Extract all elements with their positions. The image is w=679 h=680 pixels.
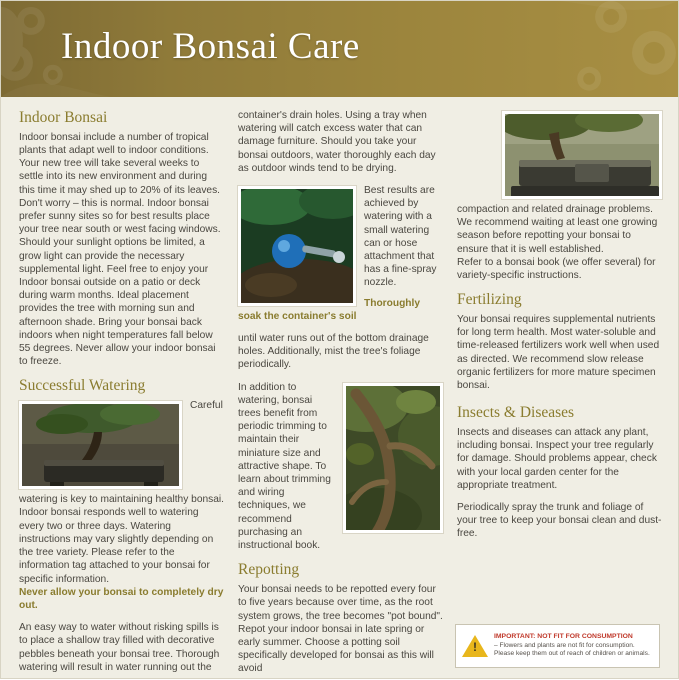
paragraph-watering-2: An easy way to water without risking spills is to place a shallow tray filled with decorative pebbles beneath your bonsai tree. Thorough watering will result in water running out the [19, 622, 220, 673]
warning-body: – Flowers and plants are not fit for consumption. Please keep them out of reach of children or animals. [494, 641, 650, 658]
paragraph-insects-2: Periodically spray the trunk and foliage of your tree to keep your bonsai clean and dust-free. [457, 502, 662, 540]
heading-fertilizing: Fertilizing [457, 291, 522, 309]
paragraph-fine-spray: Best results are achieved by watering with a small watering can or hose attachment that has a fine-spray nozzle. [364, 185, 437, 289]
heading-repotting: Repotting [238, 561, 300, 579]
bonsai-tray-photo [502, 111, 662, 199]
paragraph-indoor-bonsai: Indoor bonsai include a number of tropical plants that adapt well to indoor conditions. Your new tree will take several weeks to settle into its new environment and during this time it may shed up to 20% of its leaves. Don't worry – this is normal. Indoor bonsai prefer sunny sites so for best results place your tree near south or west facing windows. Should your sunlight options be limited, a grow light can provide the necessary supplemental light. Feel free to enjoy your Indoor bonsai outside on a patio or deck during warm months. Ideal placement provides the tree with morning sun and afternoon shade. Bring your bonsai back indoors when night temperatures fall below 55 degrees. Never allow your indoor bonsai to freeze. [19, 131, 221, 368]
page-header [1, 1, 678, 97]
warning-triangle-icon: ! [462, 635, 488, 658]
page-title: Indoor Bonsai Care [61, 26, 360, 67]
warning-subtitle: NOT FIT FOR CONSUMPTION [537, 633, 633, 641]
column-left [19, 109, 224, 672]
emphasis-soak-soil: Thoroughly soak the container's soil [238, 297, 421, 322]
heading-successful-watering: Successful Watering [19, 377, 146, 395]
heading-indoor-bonsai: Indoor Bonsai [19, 109, 108, 126]
bonsai-branch-illustration [346, 386, 443, 533]
watering-can-illustration [241, 189, 356, 306]
paragraph-fertilizing: Your bonsai requires supplemental nutrients for long term health. Most water-soluble and time-released fertilizers work well when used as directed. We recommend slow release organic fertilizers for more mature specimen bonsai. [457, 314, 660, 392]
warning-box [455, 624, 660, 668]
emphasis-never-dry-out: Never allow your bonsai to completely dry out. [19, 586, 224, 611]
warning-text [494, 633, 653, 658]
bonsai-in-pot-illustration [22, 404, 182, 489]
bonsai-in-pot-photo [19, 401, 182, 489]
content-area [1, 97, 679, 680]
paragraph-until-runs-out: until water runs out of the bottom drainage holes. Additionally, mist the tree's foliage periodically. [238, 333, 429, 371]
paragraph-insects-1: Insects and diseases can attack any plant, including bonsai. Inspect your tree regularly for damage. Should problems appear, check with your local garden center for the appropriate treatment. [457, 427, 657, 491]
paragraph-drain-holes: container's drain holes. Using a tray when watering will catch excess water that can damage furniture. Should you take your bonsai outdoors, water thoroughly each day as outdoor winds tend to be drying. [238, 110, 436, 174]
bonsai-branch-photo [343, 383, 443, 533]
paragraph-compaction: compaction and related drainage problems. We recommend waiting at least one growing season before repotting your bonsai to ensure that it is well established. [457, 204, 658, 255]
column-right [457, 109, 662, 672]
warning-title: IMPORTANT: [494, 633, 536, 641]
paragraph-trimming: In addition to watering, bonsai trees benefit from periodic trimming to maintain their miniature size and attractive shape. To learn about trimming and wiring techniques, we recommend purchasing an instructional book. [238, 381, 331, 552]
paragraph-watering-1: Careful watering is key to maintaining healthy bonsai. Indoor bonsai responds well to watering every two or three days. Watering instructions may vary slightly depending on the tree variety. Please refer to the information tag attached to your bonsai for specific information. [19, 400, 224, 585]
bonsai-tray-illustration [505, 114, 662, 199]
paragraph-repotting: Your bonsai needs to be repotted every four to five years because over time, as the root system grows, the tree becomes "pot bound". Repot your indoor bonsai in late spring or early summer. Choose a potting soil specifically developed for bonsai as this will avoid [238, 584, 443, 675]
watering-can-photo [238, 186, 356, 306]
heading-insects-diseases: Insects & Diseases [457, 404, 575, 422]
column-middle [238, 109, 443, 675]
paragraph-refer-book: Refer to a bonsai book (we offer several) for variety-specific instructions. [457, 256, 656, 282]
